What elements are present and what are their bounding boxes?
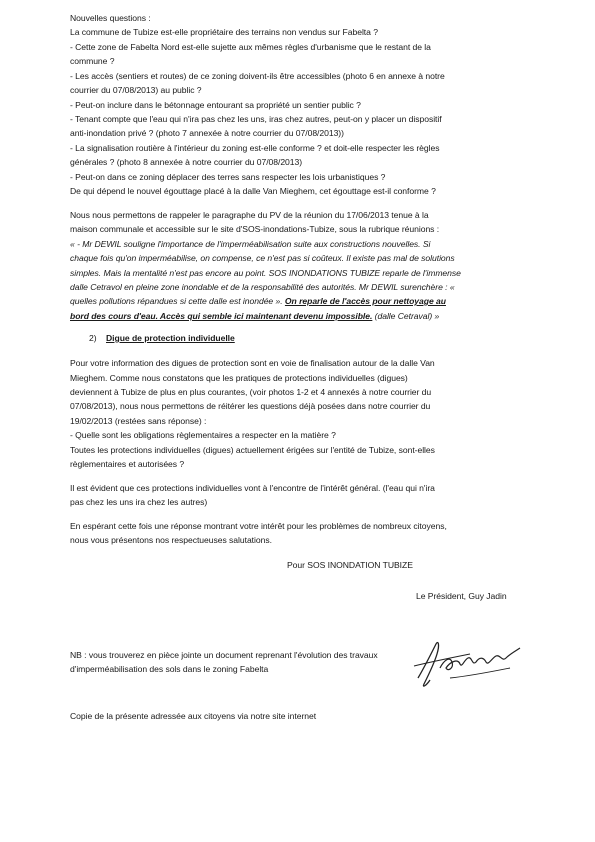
question-line: commune ? xyxy=(70,56,115,66)
digues-line: Mieghem. Comme nous constatons que les pratiques de protections individuelles (digues) xyxy=(70,373,408,383)
closing-line: nous vous présentons nos respectueuses salutations. xyxy=(70,535,272,545)
pv-quote-text: (dalle Cetraval) » xyxy=(372,311,440,321)
pv-paragraph-line: Nous nous permettons de rappeler le paragraphe du PV de la réunion du 17/06/2013 tenue à la xyxy=(70,210,429,220)
organization-signature: Pour SOS INONDATION TUBIZE xyxy=(287,560,413,570)
pv-quote-line: dalle Cetravol en pleine zone inondable et de la responsabilité des autorités. Mr DEWIL surenchère : « xyxy=(70,282,455,292)
question-line: De qui dépend le nouvel égouttage placé à la dalle Van Mieghem, cet égouttage est-il conforme ? xyxy=(70,186,436,196)
pv-quote-line: simples. Mais la mentalité n'est pas encore au point. SOS INONDATIONS TUBIZE reparle de l'immense xyxy=(70,268,461,278)
nb-line: NB : vous trouverez en pièce jointe un document reprenant l'évolution des travaux xyxy=(70,650,378,660)
digues-line: Pour votre information des digues de protection sont en voie de finalisation autour de la dalle Van xyxy=(70,358,435,368)
pv-quote-emphasis: bord des cours d'eau. Accès qui semble ici maintenant devenu impossible. xyxy=(70,311,373,321)
questions-heading: Nouvelles questions : xyxy=(70,13,151,23)
pv-quote-line: chaque fois qu'on imperméabilise, on compense, ce n'est pas si coûteux. Il existe pas mal de solutions xyxy=(70,253,455,263)
question-line: - Tenant compte que l'eau qui n'ira pas chez les uns, iras chez autres, peut-on y placer un dispositif xyxy=(70,114,442,124)
pv-paragraph-line: maison communale et accessible sur le site d'SOS-inondations-Tubize, sous la rubrique réunions : xyxy=(70,224,440,234)
question-line: générales ? (photo 8 annexée à notre courrier du 07/08/2013) xyxy=(70,157,303,167)
president-name: Le Président, Guy Jadin xyxy=(416,591,507,601)
digues-line: 19/02/2013 (restées sans réponse) : xyxy=(70,416,207,426)
closing-line: En espérant cette fois une réponse montrant votre intérêt pour les problèmes de nombreux citoyens, xyxy=(70,521,447,531)
question-line: - Peut-on dans ce zoning déplacer des terres sans respecter les lois urbanistiques ? xyxy=(70,172,386,182)
digues-line: - Quelle sont les obligations règlementaires a respecter en la matière ? xyxy=(70,430,336,440)
pv-quote-line xyxy=(70,296,446,307)
digues-line: 07/08/2013), nous nous permettons de réitérer les questions déjà posées dans notre courrier du xyxy=(70,401,431,411)
section-number: 2) xyxy=(89,333,97,343)
pv-quote-line xyxy=(70,311,439,322)
copy-notice: Copie de la présente adressée aux citoyens via notre site internet xyxy=(70,711,317,721)
question-line: - Les accès (sentiers et routes) de ce zoning doivent-ils être accessibles (photo 6 en annexe à notre xyxy=(70,71,445,81)
interet-line: pas chez les uns ira chez les autres) xyxy=(70,497,208,507)
interet-line: Il est évident que ces protections individuelles vont à l'encontre de l'intérêt général. (l'eau qui n'ira xyxy=(70,483,435,493)
question-line: anti-inondation privé ? (photo 7 annexée à notre courrier du 07/08/2013)) xyxy=(70,128,344,138)
nb-line: d'imperméabilisation des sols dans le zoning Fabelta xyxy=(70,664,269,674)
pv-quote-emphasis: On reparle de l'accès pour nettoyage au xyxy=(284,296,446,306)
pv-quote-text: quelles pollutions répandues si cette dalle est inondée ». xyxy=(70,296,283,306)
digues-line: deviennent à Tubize de plus en plus courantes, (voir photos 1-2 et 4 annexés à notre courrier du xyxy=(70,387,432,397)
pv-quote-line: « - Mr DEWIL souligne l'importance de l'imperméabilisation suite aux constructions nouvelles. Si xyxy=(70,239,431,249)
digues-line: règlementaires et autorisées ? xyxy=(70,459,185,469)
question-line: - Peut-on inclure dans le bétonnage entourant sa propriété un sentier public ? xyxy=(70,100,361,110)
section-title: Digue de protection individuelle xyxy=(106,333,235,343)
digues-line: Toutes les protections individuelles (digues) actuellement érigées sur l'entité de Tubize, sont-elles xyxy=(70,445,435,455)
question-line: courrier du 07/08/2013) au public ? xyxy=(70,85,202,95)
question-line: La commune de Tubize est-elle propriétaire des terrains non vendus sur Fabelta ? xyxy=(70,27,378,37)
question-line: - La signalisation routière à l'intérieur du zoning est-elle conforme ? et doit-elle respecter les règles xyxy=(70,143,440,153)
question-line: - Cette zone de Fabelta Nord est-elle sujette aux mêmes règles d'urbanisme que le restant de la xyxy=(70,42,431,52)
handwritten-signature xyxy=(410,638,528,690)
